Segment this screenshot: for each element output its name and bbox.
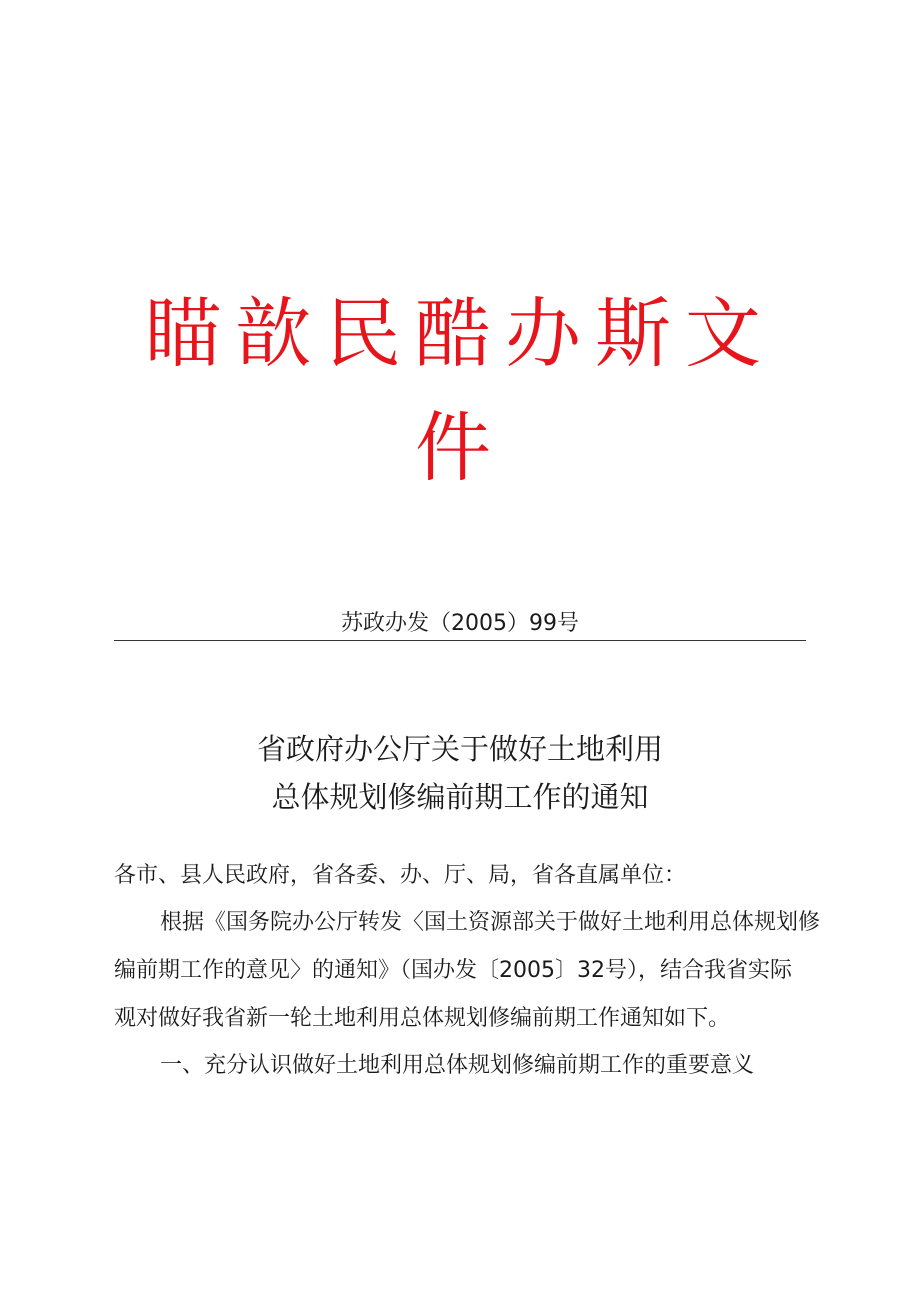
paragraph-line: 根据《国务院办公厅转发〈国土资源部关于做好土地利用总体规划修 (160, 910, 821, 935)
section-heading: 一、充分认识做好土地利用总体规划修编前期工作的重要意义 (160, 1053, 755, 1078)
paragraph-line: 观对做好我省新一轮土地利用总体规划修编前期工作通知如下。 (114, 1006, 731, 1031)
document-number: 苏政办发（2005）99号 (341, 611, 579, 636)
paragraph-line: 编前期工作的意见〉的通知》（国办发〔2005〕32号），结合我省实际 (114, 958, 792, 983)
issuer-header-line1: 瞄歆民酷办斯文 (145, 289, 775, 378)
issuer-header-line2: 件 (415, 403, 505, 492)
header-divider (114, 640, 806, 641)
document-title-line2: 总体规划修编前期工作的通知 (271, 780, 649, 814)
document-title-line1: 省政府办公厅关于做好土地利用 (256, 732, 663, 766)
salutation: 各市、县人民政府，省各委、办、厅、局，省各直属单位： (114, 863, 687, 888)
